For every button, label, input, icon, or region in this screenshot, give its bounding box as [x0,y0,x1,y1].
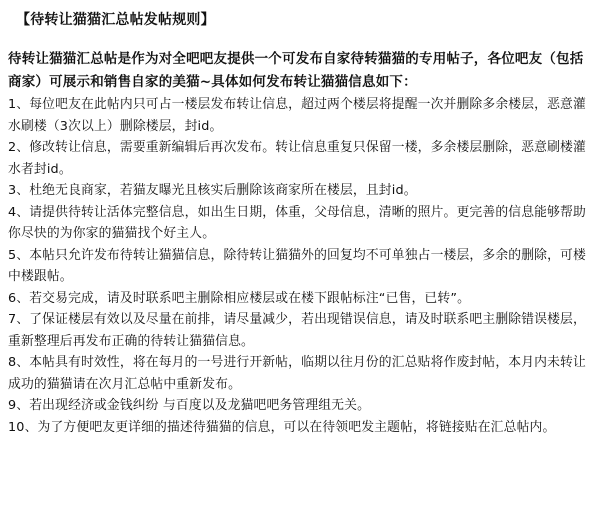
rule-item: 4、请提供待转让活体完整信息，如出生日期，体重，父母信息，清晰的照片。更完善的信息能够帮助你尽快的为你家的猫猫找个好主人。 [8,204,586,241]
rule-item: 1、每位吧友在此帖内只可占一楼层发布转让信息，超过两个楼层将提醒一次并删除多余楼层，恶意灌水刷楼（3次以上）删除楼层，封id。 [8,97,586,134]
rule-item: 2、修改转让信息，需要重新编辑后再次发布。转让信息重复只保留一楼，多余楼层删除，恶意刷楼灌水者封id。 [8,140,586,177]
rule-item: 10、为了方便吧友更详细的描述待猫猫的信息，可以在待领吧发主题帖，将链接贴在汇总帖内。 [8,419,556,435]
rule-item: 5、本帖只允许发布待转让猫猫信息，除待转让猫猫外的回复均不可单独占一楼层，多余的删除，可楼中楼跟帖。 [8,247,586,284]
rule-item: 7、了保证楼层有效以及尽量在前排，请尽量减少，若出现错误信息，请及时联系吧主删除错误楼层，重新整理后再发布正确的待转让猫猫信息。 [8,312,586,349]
rules-list [8,94,597,438]
intro-paragraph: 待转让猫猫汇总帖是作为对全吧吧友提供一个可发布自家待转猫猫的专用帖子，各位吧友（包括商家）可展示和销售自家的美猫~具体如何发布转让猫猫信息如下： [8,51,584,90]
rule-item: 6、若交易完成，请及时联系吧主删除相应楼层或在楼下跟帖标注“已售，已转”。 [8,290,471,306]
rule-item: 9、若出现经济或金钱纠纷 与百度以及龙猫吧吧务管理组无关。 [8,398,371,413]
rule-item: 8、本帖具有时效性，将在每月的一号进行开新帖，临期以往月份的汇总贴将作废封帖，本月内未转让成功的猫猫请在次月汇总帖中重新发布。 [8,355,586,392]
rule-item: 3、杜绝无良商家，若猫友曝光且核实后删除该商家所在楼层，且封id。 [8,183,417,198]
document-title: 【待转让猫猫汇总帖发帖规则】 [16,12,215,28]
